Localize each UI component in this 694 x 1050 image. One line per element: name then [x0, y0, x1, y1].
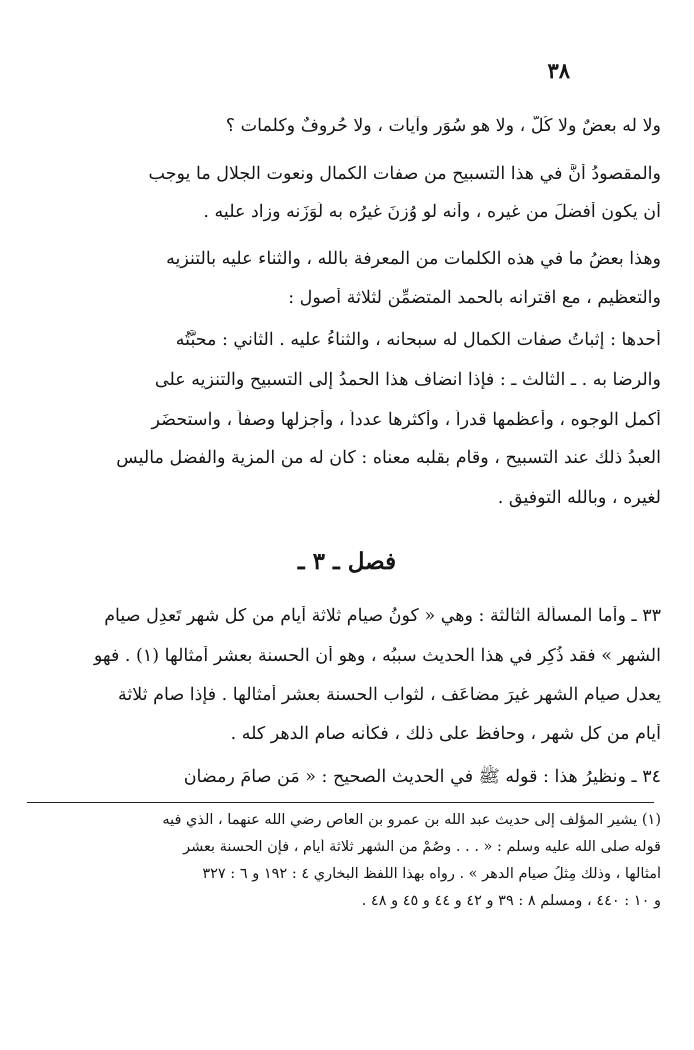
body-line: أيام من كل شهر ، وحافظ على ذلك ، فكأنه صام الدهر كله . [230, 724, 661, 744]
body-line: والتعظيم ، مع اقترانه بالحمد المتضمِّن لثلاثة أُصول : [288, 288, 661, 308]
body-line: أكمل الوجوه ، وأعظمها قدراً ، وأكثرها عدداً ، وأجزلها وصفاً ، واستحضَر [151, 410, 661, 430]
body-line: يعدل صيام الشهر غيرَ مضاعَف ، لثواب الحسنة بعشر أمثالها . فإذا صام ثلاثة [118, 685, 661, 705]
body-line: أن يكون أفضلَ من غيره ، وأنه لو وُزِنَ غيرُه به لَوَزَنه وزاد عليه . [203, 202, 661, 222]
body-line: العبدُ ذلك عند التسبيح ، وقام بقلبه معناه : كان له من المزية والفضل ماليس [116, 448, 661, 468]
section-heading: فصل ـ ٣ ـ [297, 548, 397, 575]
footnote-divider [27, 802, 654, 803]
body-line: لغيره ، وبالله التوفيق . [497, 488, 661, 508]
footnote-line: (١) يشير المؤلف إلى حديث عبد الله بن عمرو بن العاص رضي الله عنهما ، الذي فيه [162, 812, 661, 828]
body-line: ٣٤ ـ ونظيرُ هذا : قوله ﷺ في الحديث الصحيح : « مَن صامَ رمضان [183, 767, 661, 787]
body-line: أحدها : إثباتُ صفات الكمال له سبحانه ، والثناءُ عليه . الثاني : محبَّتُه [175, 330, 661, 350]
body-line: والرضا به . ـ الثالث ـ : فإذا انضاف هذا الحمدُ إلى التسبيح والتنزيه على [154, 370, 661, 390]
footnote-line: و ١٠ : ٤٤٠ ، ومسلم ٨ : ٣٩ و ٤٢ و ٤٤ و ٤٥ و ٤٨ . [361, 893, 661, 909]
body-line: الشهر » فقد ذُكِر في هذا الحديث سببُه ، وهو أن الحسنة بعشر أمثالها (١) . فهو [93, 646, 661, 666]
footnote-line: قوله صلى الله عليه وسلم : « . . . وصُمْ من الشهر ثلاثة أيام ، فإن الحسنة بعشر [183, 839, 661, 855]
page-number: ٣٨ [547, 58, 570, 83]
body-line: ولا له بعضٌ ولا كُلٌّ ، ولا هو سُوَر وآيات ، ولا حُروفٌ وكلمات ؟ [225, 116, 661, 136]
footnote-line: أمثالها ، وذلك مِثلُ صيام الدهر » . رواه بهذا اللفظ البخاري ٤ : ١٩٢ و ٦ : ٣٢٧ [202, 866, 661, 882]
body-line: وهذا بعضُ ما في هذه الكلمات من المعرفة بالله ، والثناء عليه بالتنزيه [166, 249, 661, 269]
body-line: والمقصودُ أنَّ في هذا التسبيح من صفات الكمال ونعوت الجلال ما يوجب [148, 164, 661, 184]
body-line: ٣٣ ـ وأما المسألة الثالثة : وهي « كونُ صيام ثلاثة أيام من كل شهر تَعدِل صيام [104, 606, 661, 626]
